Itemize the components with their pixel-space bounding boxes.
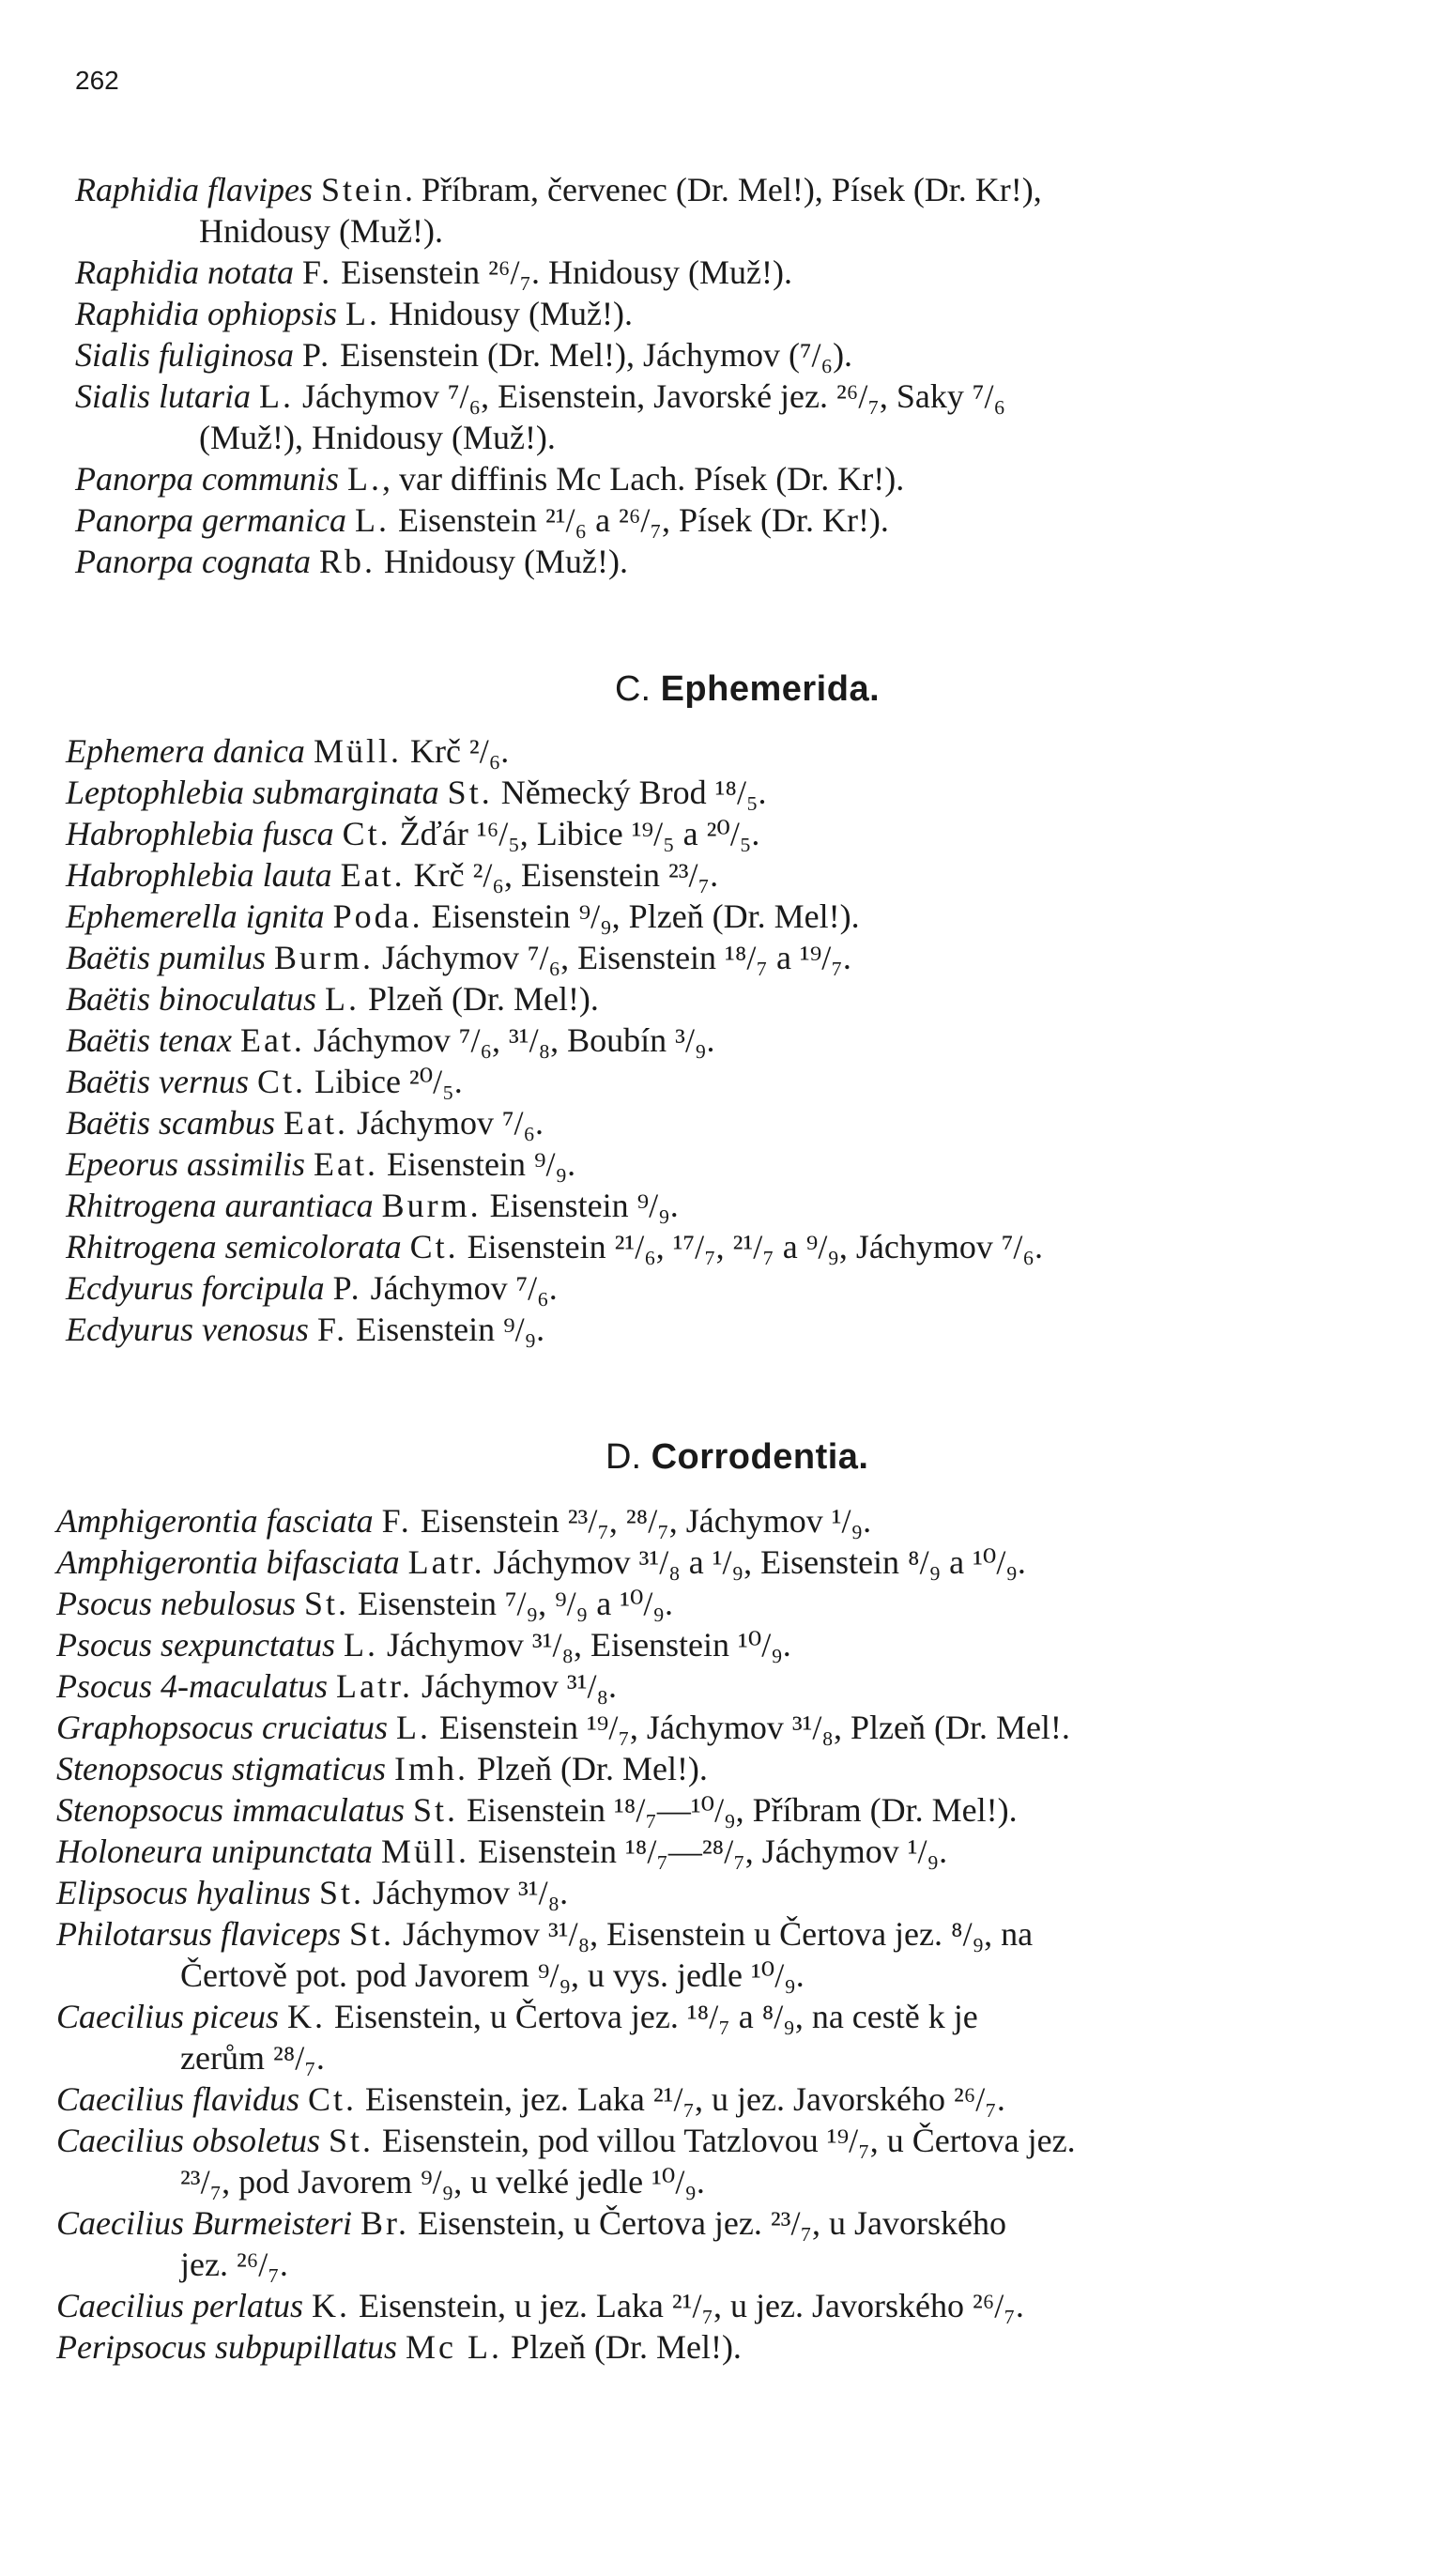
species-entry [75, 541, 1456, 582]
locality-text: Plzeň (Dr. Mel!). [467, 1750, 708, 1787]
species-name: Panorpa communis [75, 460, 339, 498]
species-entry [75, 334, 1456, 376]
species-entry [56, 1831, 1456, 1872]
species-entry [66, 1185, 1456, 1226]
species-entry [56, 1748, 1456, 1789]
species-name: Philotarsus flaviceps [56, 1915, 341, 1953]
species-name: Psocus nebulosus [56, 1585, 296, 1622]
species-name: Elipsocus hyalinus [56, 1874, 311, 1911]
species-author: L. [345, 295, 381, 332]
species-author: St. [447, 774, 493, 811]
species-entry [75, 293, 1456, 334]
heading-letter: C. [615, 669, 651, 709]
species-entry [66, 1226, 1456, 1267]
species-name: Baëtis binoculatus [66, 980, 316, 1018]
species-entry [66, 772, 1456, 813]
locality-text: Krč ²/₆, Eisenstein ²³/₇. [405, 856, 719, 894]
species-author: St. [412, 1791, 458, 1829]
species-entry [66, 1309, 1456, 1350]
species-author: L. [324, 980, 360, 1018]
species-entry [75, 252, 1456, 293]
species-name: Baëtis tenax [66, 1021, 232, 1059]
species-entry [75, 376, 1456, 417]
species-entry [56, 1913, 1456, 1955]
locality-text: Krč ²/₆. [401, 732, 510, 770]
species-author: Müll. [313, 732, 402, 770]
species-entry [56, 1665, 1456, 1707]
species-entry [66, 937, 1456, 978]
locality-text: Eisenstein, pod villou Tatzlovou ¹⁹/₇, u Čertova jez. [374, 2122, 1076, 2159]
species-name: Ephemera danica [66, 732, 305, 770]
species-author: Eat. [239, 1021, 305, 1059]
locality-text: Jáchymov ³¹/₈. [364, 1874, 569, 1911]
species-name: Raphidia flavipes [75, 171, 313, 208]
page-number: 262 [75, 66, 119, 95]
species-entry [66, 1267, 1456, 1309]
species-entry [66, 978, 1456, 1020]
species-name: Panorpa cognata [75, 543, 311, 580]
species-entry [66, 1061, 1456, 1102]
species-entry [66, 854, 1456, 896]
species-author: Stein [320, 171, 405, 208]
species-author: P. [302, 336, 332, 374]
species-author: K. [312, 2287, 350, 2324]
locality-text: Eisenstein ⁹/₉. [378, 1145, 576, 1183]
species-author: Ct. [342, 815, 391, 852]
locality-text: Jáchymov ³¹/₈. [412, 1667, 618, 1705]
species-name: Graphopsocus cruciatus [56, 1709, 388, 1746]
section-ephemerida [0, 730, 1456, 1350]
species-entry [66, 896, 1456, 937]
locality-text: Eisenstein ¹⁸/₇—²⁸/₇, Jáchymov ¹/₉. [469, 1833, 948, 1870]
locality-text: Jáchymov ⁷/₆, Eisenstein ¹⁸/₇ a ¹⁹/₇. [374, 939, 851, 976]
species-author: K. [286, 1998, 326, 2035]
locality-text: Eisenstein, u Čertova jez. ²³/₇, u Javorského [408, 2204, 1006, 2242]
species-entry [56, 1872, 1456, 1913]
locality-text: Eisenstein, u jez. Laka ²¹/₇, u jez. Javorského ²⁶/₇. [350, 2287, 1024, 2324]
species-entry [56, 1707, 1456, 1748]
species-entry [56, 1624, 1456, 1665]
species-author: Burm. [381, 1187, 482, 1224]
locality-continuation: ²³/₇, pod Javorem ⁹/₉, u velké jedle ¹⁰/₉. [180, 2163, 705, 2201]
locality-text: Žďár ¹⁶/₅, Libice ¹⁹/₅ a ²⁰/₅. [391, 815, 760, 852]
species-entry [75, 499, 1456, 541]
species-author: Burm. [274, 939, 375, 976]
section-raphidia-panorpa [0, 169, 1456, 582]
species-author: Müll. [380, 1833, 469, 1870]
heading-letter: D. [605, 1437, 641, 1477]
species-author: Br. [360, 2204, 409, 2242]
species-name: Caecilius perlatus [56, 2287, 303, 2324]
species-author: St. [348, 1915, 395, 1953]
species-author: Eat. [340, 856, 406, 894]
locality-text: Eisenstein ²⁶/₇. Hnidousy (Muž!). [332, 253, 792, 291]
species-name: Peripsocus subpupillatus [56, 2328, 398, 2366]
species-name: Amphigerontia bifasciata [56, 1543, 400, 1581]
locality-text: Eisenstein, u Čertova jez. ¹⁸/₇ a ⁸/₉, na cestě k je [325, 1998, 978, 2035]
locality-text: Libice ²⁰/₅. [305, 1063, 463, 1100]
species-name: Stenopsocus stigmaticus [56, 1750, 386, 1787]
species-name: Baëtis vernus [66, 1063, 249, 1100]
species-author: Rb. [318, 543, 375, 580]
species-entry [66, 1102, 1456, 1143]
locality-text: Jáchymov ⁷/₆. [361, 1269, 558, 1307]
species-entry [66, 1020, 1456, 1061]
species-author: Eat. [314, 1145, 379, 1183]
species-author: L. [347, 460, 382, 498]
species-entry [56, 1583, 1456, 1624]
locality-text: Eisenstein ²¹/₆ a ²⁶/₇, Písek (Dr. Kr!). [389, 501, 889, 539]
species-entry [56, 1996, 1456, 2037]
species-name: Sialis lutaria [75, 377, 252, 415]
species-author: Imh. [393, 1750, 468, 1787]
species-name: Ephemerella ignita [66, 897, 325, 935]
species-entry [56, 2326, 1456, 2368]
species-entry [56, 1500, 1456, 1541]
locality-text: Eisenstein ⁹/₉. [481, 1187, 679, 1224]
species-name: Caecilius obsoletus [56, 2122, 320, 2159]
locality-text: Jáchymov ⁷/₆, ³¹/₈, Boubín ³/₉. [304, 1021, 715, 1059]
species-name: Psocus 4-maculatus [56, 1667, 328, 1705]
locality-text: Eisenstein, jez. Laka ²¹/₇, u jez. Javorského ²⁶/₇. [357, 2080, 1005, 2118]
locality-text: Německý Brod ¹⁸/₅. [492, 774, 767, 811]
species-author: Latr. [335, 1667, 413, 1705]
species-author: Ct. [307, 2080, 357, 2118]
locality-text: Jáchymov ³¹/₈, Eisenstein u Čertova jez. ⁸/₉, na [394, 1915, 1034, 1953]
locality-text: Plzeň (Dr. Mel!). [359, 980, 599, 1018]
species-author: F. [302, 253, 333, 291]
locality-text: Eisenstein ⁷/₉, ⁹/₉ a ¹⁰/₉. [349, 1585, 673, 1622]
locality-text: Eisenstein ²¹/₆, ¹⁷/₇, ²¹/₇ a ⁹/₉, Jáchymov ⁷/₆. [458, 1228, 1043, 1265]
locality-text: Jáchymov ³¹/₈, Eisenstein ¹⁰/₉. [377, 1626, 791, 1664]
species-entry [56, 2120, 1456, 2161]
species-entry [56, 2202, 1456, 2244]
species-entry [66, 1143, 1456, 1185]
species-name: Psocus sexpunctatus [56, 1626, 335, 1664]
species-author: P. [332, 1269, 362, 1307]
species-entry [75, 169, 1456, 210]
species-author: Ct. [256, 1063, 306, 1100]
species-name: Rhitrogena aurantiaca [66, 1187, 374, 1224]
species-author: Mc L. [406, 2328, 502, 2366]
species-name: Raphidia ophiopsis [75, 295, 338, 332]
species-author: L. [354, 501, 390, 539]
species-name: Caecilius Burmeisteri [56, 2204, 352, 2242]
species-author: St. [304, 1585, 350, 1622]
species-name: Rhitrogena semicolorata [66, 1228, 402, 1265]
locality-text: Hnidousy (Muž!). [375, 543, 628, 580]
species-name: Panorpa germanica [75, 501, 346, 539]
species-author: F. [316, 1311, 348, 1348]
species-author: Eat. [283, 1104, 348, 1142]
species-entry [66, 813, 1456, 854]
species-name: Caecilius flavidus [56, 2080, 299, 2118]
locality-continuation: (Muž!), Hnidousy (Muž!). [199, 419, 556, 456]
locality-text: Eisenstein ¹⁹/₇, Jáchymov ³¹/₈, Plzeň (Dr. Mel!. [431, 1709, 1070, 1746]
species-name: Ecdyurus venosus [66, 1311, 309, 1348]
species-name: Stenopsocus immaculatus [56, 1791, 405, 1829]
species-author: L. [259, 377, 295, 415]
species-name: Holoneura unipunctata [56, 1833, 373, 1870]
species-name: Ecdyurus forcipula [66, 1269, 325, 1307]
species-author: Poda. [332, 897, 423, 935]
heading-name: Corrodentia. [651, 1437, 869, 1477]
species-name: Raphidia notata [75, 253, 294, 291]
species-name: Sialis fuliginosa [75, 336, 295, 374]
heading-corrodentia [605, 1436, 868, 1478]
species-name: Habrophlebia fusca [66, 815, 334, 852]
locality-continuation: Hnidousy (Muž!). [199, 212, 443, 250]
species-entry [56, 2078, 1456, 2120]
locality-text: Eisenstein ¹⁸/₇—¹⁰/₉, Příbram (Dr. Mel!). [458, 1791, 1018, 1829]
species-author: St. [318, 1874, 365, 1911]
species-author: L. [343, 1626, 378, 1664]
species-entry [75, 458, 1456, 499]
species-author: Ct. [409, 1228, 459, 1265]
locality-continuation: zerům ²⁸/₇. [180, 2039, 325, 2077]
species-entry [56, 1789, 1456, 1831]
species-name: Baëtis pumilus [66, 939, 266, 976]
locality-text: . Příbram, červenec (Dr. Mel!), Písek (Dr. Kr!), [404, 171, 1042, 208]
species-name: Leptophlebia submarginata [66, 774, 439, 811]
species-entry [56, 1541, 1456, 1583]
locality-text: Jáchymov ⁷/₆, Eisenstein, Javorské jez. ²⁶/₇, Saky ⁷/₆ [294, 377, 1005, 415]
locality-text: Eisenstein ⁹/₉, Plzeň (Dr. Mel!). [422, 897, 860, 935]
heading-name: Ephemerida. [660, 669, 881, 709]
species-author: F. [381, 1502, 412, 1540]
section-corrodentia [0, 1500, 1456, 2368]
heading-ephemerida [615, 668, 880, 710]
species-author: L. [396, 1709, 431, 1746]
species-name: Baëtis scambus [66, 1104, 275, 1142]
species-name: Epeorus assimilis [66, 1145, 306, 1183]
species-author: St. [329, 2122, 375, 2159]
locality-text: Jáchymov ³¹/₈ a ¹/₉, Eisenstein ⁸/₉ a ¹⁰/₉. [484, 1543, 1026, 1581]
locality-text: Eisenstein (Dr. Mel!), Jáchymov (⁷/₆). [331, 336, 853, 374]
locality-continuation: Čertově pot. pod Javorem ⁹/₉, u vys. jedle ¹⁰/₉. [180, 1956, 805, 1994]
species-name: Habrophlebia lauta [66, 856, 332, 894]
species-name: Caecilius piceus [56, 1998, 279, 2035]
locality-continuation: jez. ²⁶/₇. [180, 2246, 288, 2283]
species-entry [66, 730, 1456, 772]
locality-text: Plzeň (Dr. Mel!). [502, 2328, 742, 2366]
locality-text: Eisenstein ²³/₇, ²⁸/₇, Jáchymov ¹/₉. [411, 1502, 872, 1540]
locality-text: Hnidousy (Muž!). [380, 295, 633, 332]
species-entry [56, 2285, 1456, 2326]
species-author: Latr. [407, 1543, 485, 1581]
locality-text: Eisenstein ⁹/₉. [347, 1311, 545, 1348]
locality-text: , var diffinis Mc Lach. Písek (Dr. Kr!). [382, 460, 905, 498]
locality-text: Jáchymov ⁷/₆. [347, 1104, 544, 1142]
species-name: Amphigerontia fasciata [56, 1502, 374, 1540]
